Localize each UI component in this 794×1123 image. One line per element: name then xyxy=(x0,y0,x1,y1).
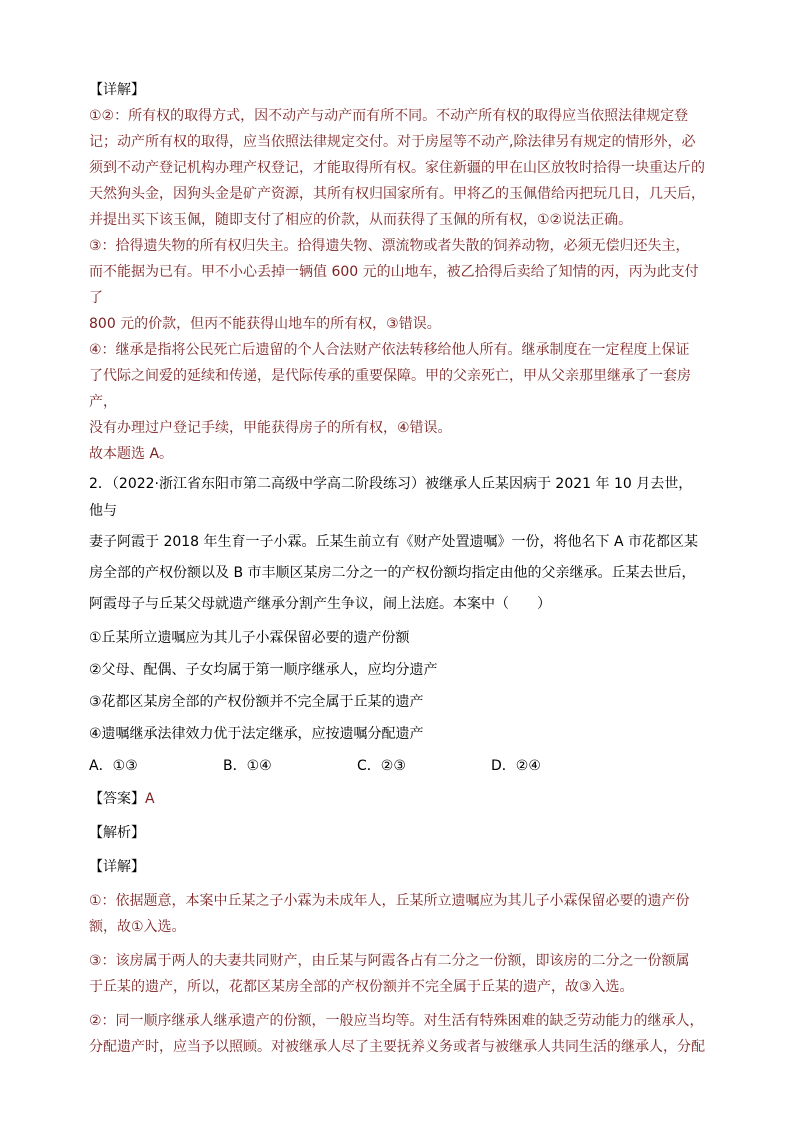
statement-item: ④遗嘱继承法律效力优于法定继承，应按遗嘱分配遗产 xyxy=(89,726,424,742)
explanation-line: 没有办理过户登记手续，甲能获得房子的所有权，④错误。 xyxy=(89,420,452,436)
explanation-line: ④：继承是指将公民死亡后遗留的个人合法财产依法转移给他人所有。继承制度在一定程度上保证 xyxy=(89,342,690,358)
statement-item: ②父母、配偶、子女均属于第一顺序继承人，应均分遗产 xyxy=(89,662,438,678)
option-b: B．①④ xyxy=(223,758,272,774)
explanation-line: 于丘某的遗产，所以，花都区某房全部的产权份额并不完全属于丘某的遗产，故③入选。 xyxy=(89,979,634,995)
explanation-line: ①②：所有权的取得方式，因不动产与动产而有所不同。不动产所有权的取得应当依照法律规定登 xyxy=(89,108,689,124)
explanation-line: 额，故①入选。 xyxy=(89,919,186,935)
statement-item: ③花都区某房全部的产权份额并不完全属于丘某的遗产 xyxy=(89,694,424,710)
question-2-stem xyxy=(89,471,705,618)
explanation-line: 记；动产所有权的取得，应当依照法律规定交付。对于房屋等不动产,除法律另有规定的情形外，必 xyxy=(89,134,696,150)
explanation-line: 分配遗产时，应当予以照顾。对被继承人尽了主要抚养义务或者与被继承人共同生活的继承人，分配 xyxy=(89,1039,705,1055)
explanation-line: 而不能据为已有。甲不小心丢掉一辆值 600 元的山地车，被乙拾得后卖给了知情的丙，丙为此支付了 xyxy=(89,264,699,306)
question-stem-line: 房全部的产权份额以及 B 市丰顺区某房二分之一的产权份额均指定由他的父亲继承。丘某去世后， xyxy=(89,565,696,581)
option-c: C．②③ xyxy=(357,758,406,774)
question-stem-line: 阿霞母子与丘某父母就遗产继承分割产生争议，闹上法庭。本案中（ ） xyxy=(89,596,551,612)
explanation-block-2 xyxy=(89,233,705,337)
explanation-line: 并提出买下该玉佩，随即支付了相应的价款，从而获得了玉佩的所有权，①②说法正确。 xyxy=(89,212,633,228)
explanation-line: ①：依据题意，本案中丘某之子小霖为未成年人，丘某所立遗嘱应为其儿子小霖保留必要的遗产份 xyxy=(89,893,690,909)
option-d: D．②④ xyxy=(491,758,541,774)
explanation-block-3 xyxy=(89,337,705,441)
explanation-block-5 xyxy=(89,948,705,1000)
question-2-statements xyxy=(89,626,705,746)
explanation-line: 800 元的价款，但丙不能获得山地车的所有权，③错误。 xyxy=(89,316,441,332)
explanation-block-6 xyxy=(89,1008,705,1060)
answer-line xyxy=(89,786,705,812)
answer-tag: 【答案】 xyxy=(89,791,145,807)
question-stem-line: 妻子阿霞于 2018 年生育一子小霖。丘某生前立有《财产处置遗嘱》一份，将他名下 A 市花都区某 xyxy=(89,534,699,550)
explanation-line: ③：拾得遗失物的所有权归失主。拾得遗失物、漂流物或者失散的饲养动物，必须无偿归还失主， xyxy=(89,238,690,254)
explanation-line: 天然狗头金，因狗头金是矿产资源，其所有权归国家所有。甲将乙的玉佩借给丙把玩几日，几天后， xyxy=(89,186,705,202)
question-stem-line: 2．（2022·浙江省东阳市第二高级中学高二阶段练习）被继承人丘某因病于 2021 年 10 月去世，他与 xyxy=(89,476,693,519)
answer-options xyxy=(89,754,705,778)
statement-item: ①丘某所立遗嘱应为其儿子小霖保留必要的遗产份额 xyxy=(89,630,410,646)
detail-heading-1: 【详解】 xyxy=(89,82,145,98)
answer-value: A xyxy=(145,791,155,807)
explanation-block-4 xyxy=(89,888,705,940)
conclusion-line: 故本题选 A。 xyxy=(89,446,174,462)
explanation-line: ②：同一顺序继承人继承遗产的份额，一般应当均等。对生活有特殊困难的缺乏劳动能力的继承人， xyxy=(89,1013,704,1029)
option-a: A．①③ xyxy=(89,758,138,774)
explanation-line: 须到不动产登记机构办理产权登记，才能取得所有权。家住新疆的甲在山区放牧时拾得一块重达斤的 xyxy=(89,160,705,176)
analysis-heading: 【解析】 xyxy=(89,825,145,841)
explanation-block-1 xyxy=(89,103,705,233)
explanation-line: 了代际之间爱的延续和传递，是代际传承的重要保障。甲的父亲死亡，甲从父亲那里继承了一套房产， xyxy=(89,368,691,410)
explanation-line: ③：该房属于两人的夫妻共同财产，由丘某与阿霞各占有二分之一份额，即该房的二分之一份额属 xyxy=(89,953,690,969)
detail-heading-2: 【详解】 xyxy=(89,859,145,875)
